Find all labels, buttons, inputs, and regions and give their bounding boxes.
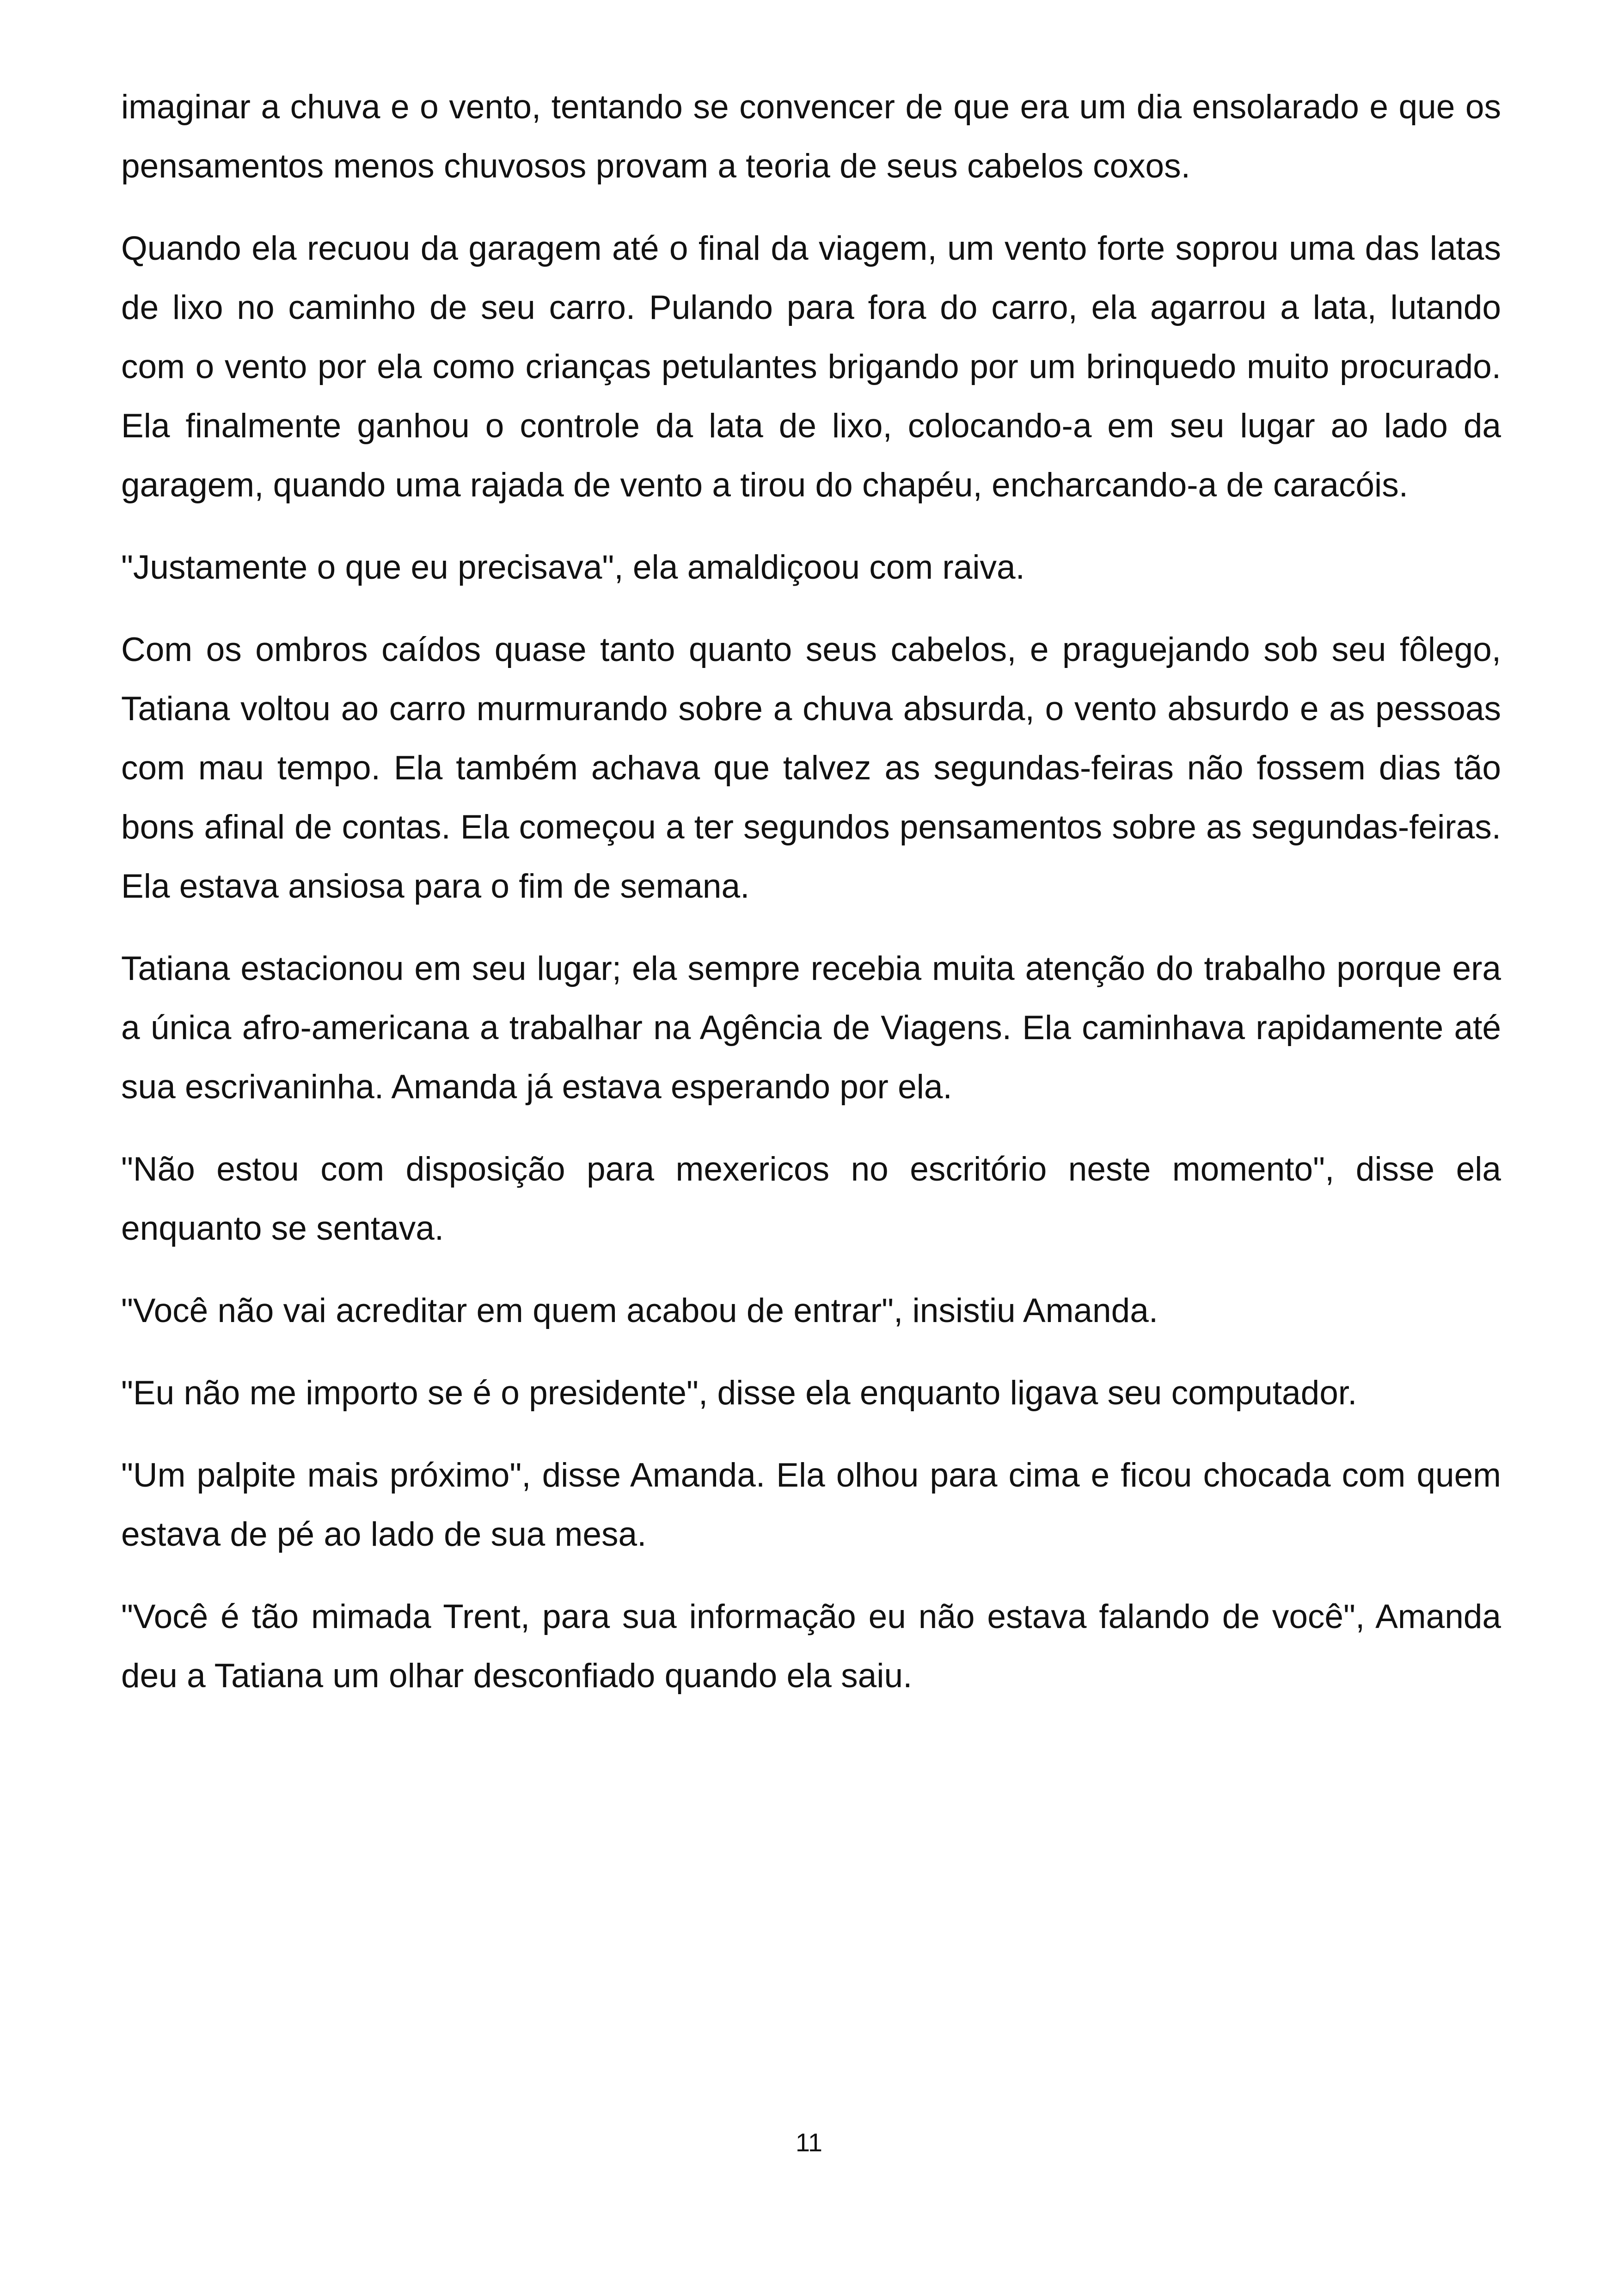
paragraph: Quando ela recuou da garagem até o final da viagem, um vento forte soprou uma das latas de lixo no caminho de seu carro. Pulando para fora do carro, ela agarrou a lata, lutando com o vento por ela como crianças petulantes brigando por um brinquedo muito procurado. Ela finalmente ganhou o controle da lata de lixo, colocando-a em seu lugar ao lado da garagem, quando uma rajada de vento a tirou do chapéu, encharcando-a de caracóis. — [121, 230, 1501, 504]
paragraph: "Não estou com disposição para mexericos no escritório neste momento", disse ela enquanto se sentava. — [121, 1151, 1501, 1247]
paragraph: "Justamente o que eu precisava", ela amaldiçoou com raiva. — [121, 549, 1025, 586]
paragraph: "Um palpite mais próximo", disse Amanda. Ela olhou para cima e ficou chocada com quem estava de pé ao lado de sua mesa. — [121, 1457, 1501, 1553]
body-text — [121, 78, 1501, 1729]
paragraph: imaginar a chuva e o vento, tentando se convencer de que era um dia ensolarado e que os pensamentos menos chuvosos provam a teoria de seus cabelos coxos. — [121, 88, 1501, 185]
page-number: 11 — [795, 2128, 823, 2157]
paragraph: "Eu não me importo se é o presidente", disse ela enquanto ligava seu computador. — [121, 1374, 1357, 1412]
paragraph: "Você é tão mimada Trent, para sua informação eu não estava falando de você", Amanda deu a Tatiana um olhar desconfiado quando ela saiu. — [121, 1598, 1501, 1695]
paragraph: Com os ombros caídos quase tanto quanto seus cabelos, e praguejando sob seu fôlego, Tatiana voltou ao carro murmurando sobre a chuva absurda, o vento absurdo e as pessoas com mau tempo. Ela também achava que talvez as segundas-feiras não fossem dias tão bons afinal de contas. Ela começou a ter segundos pensamentos sobre as segundas-feiras. Ela estava ansiosa para o fim de semana. — [121, 631, 1501, 905]
paragraph: Tatiana estacionou em seu lugar; ela sempre recebia muita atenção do trabalho porque era a única afro-americana a trabalhar na Agência de Viagens. Ela caminhava rapidamente até sua escrivaninha. Amanda já estava esperando por ela. — [121, 950, 1501, 1106]
paragraph: "Você não vai acreditar em quem acabou de entrar", insistiu Amanda. — [121, 1292, 1158, 1329]
